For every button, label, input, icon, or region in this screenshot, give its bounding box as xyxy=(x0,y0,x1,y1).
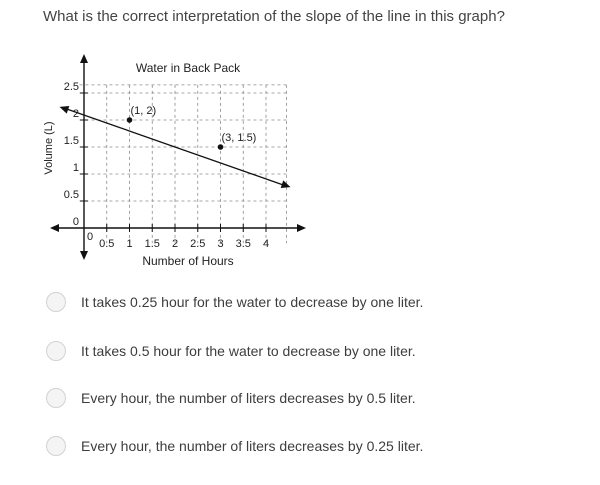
slope-line-arrow-left xyxy=(60,106,70,114)
y-tick-label: 2 xyxy=(72,108,79,120)
choice-d[interactable] xyxy=(46,434,423,458)
data-point xyxy=(218,144,224,150)
choice-label: Every hour, the number of liters decreases by 0.25 liter. xyxy=(81,438,424,454)
slope-line-arrow-right xyxy=(281,180,291,188)
x-tick-label: 0.5 xyxy=(99,238,115,250)
data-point-label: (1, 2) xyxy=(130,105,157,117)
y-axis-arrow-up xyxy=(80,54,88,63)
data-point-label: (3, 1.5) xyxy=(221,132,257,144)
choice-c[interactable] xyxy=(46,386,416,410)
chart-grid xyxy=(79,85,286,243)
radio-button[interactable] xyxy=(46,341,66,361)
radio-button[interactable] xyxy=(46,388,66,408)
y-tick-label: 0 xyxy=(72,216,79,228)
data-point xyxy=(127,117,133,123)
x-tick-label: 0 xyxy=(86,231,94,243)
y-tick-label: 0.5 xyxy=(63,189,79,201)
x-axis-arrow-left xyxy=(50,224,59,232)
choice-b[interactable] xyxy=(46,339,416,363)
x-tick-label: 4 xyxy=(262,238,270,250)
x-tick-label: 3.5 xyxy=(235,238,251,250)
radio-button[interactable] xyxy=(46,292,66,312)
question-text: What is the correct interpretation of the slope of the line in this graph? xyxy=(43,8,505,25)
y-axis-label: Volume (L) xyxy=(43,121,55,175)
slope-line xyxy=(64,108,287,186)
y-tick-label: 2.5 xyxy=(63,81,79,93)
choice-a[interactable] xyxy=(46,290,423,314)
choice-label: It takes 0.25 hour for the water to decrease by one liter. xyxy=(81,294,424,310)
x-tick-label: 1 xyxy=(126,238,133,250)
x-axis-label: Number of Hours xyxy=(142,254,234,268)
y-axis-arrow-down xyxy=(80,251,88,260)
chart-ticks xyxy=(64,81,269,250)
slope-graph xyxy=(0,0,330,280)
choice-label: Every hour, the number of liters decreases by 0.5 liter. xyxy=(81,390,416,406)
radio-button[interactable] xyxy=(46,436,66,456)
x-tick-label: 2.5 xyxy=(190,238,206,250)
choice-label: It takes 0.5 hour for the water to decrease by one liter. xyxy=(81,343,416,359)
chart-title: Water in Back Pack xyxy=(135,61,241,75)
x-axis-arrow-right xyxy=(297,224,306,232)
y-tick-label: 1 xyxy=(72,162,79,174)
x-tick-label: 1.5 xyxy=(144,238,160,250)
x-tick-label: 2 xyxy=(171,238,179,250)
x-tick-label: 3 xyxy=(217,238,224,250)
y-tick-label: 1.5 xyxy=(63,135,79,147)
